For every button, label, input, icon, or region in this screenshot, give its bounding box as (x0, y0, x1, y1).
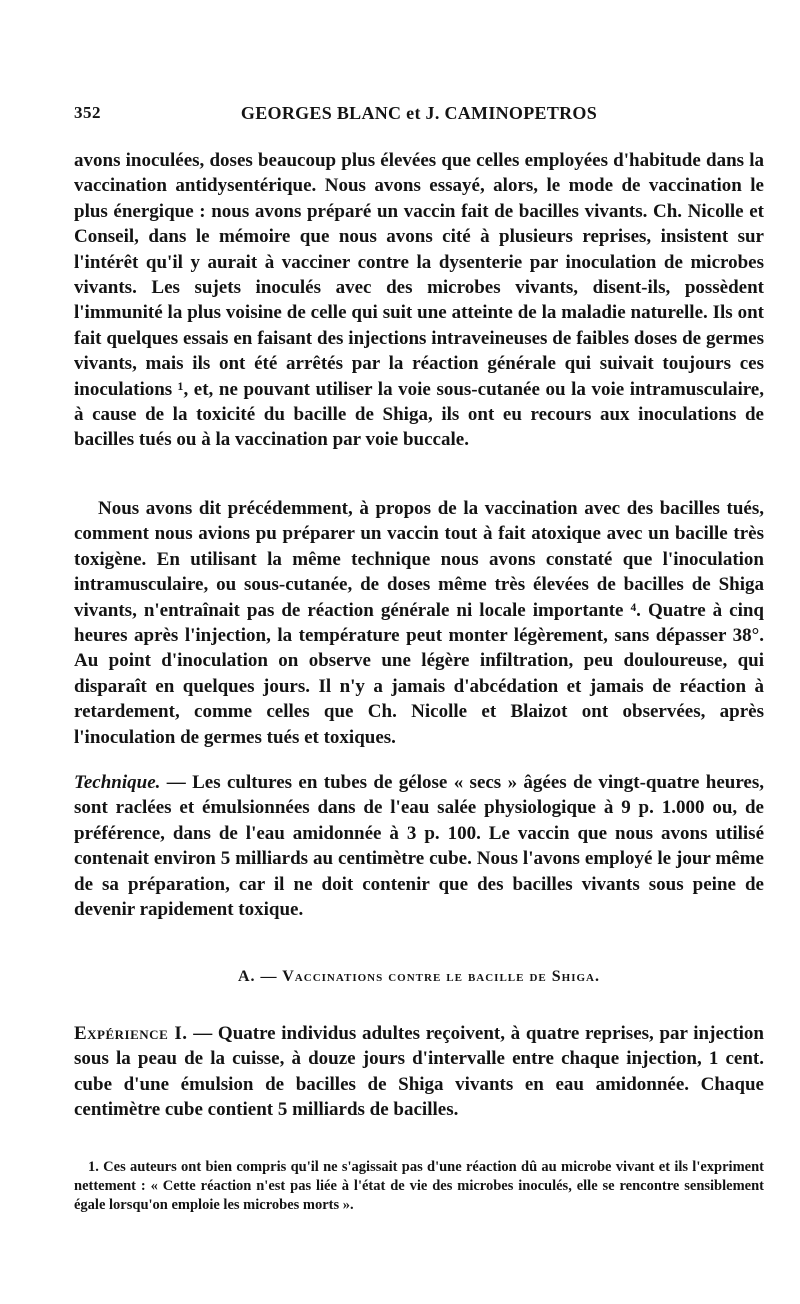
experience-body: — Quatre individus adultes reçoivent, à quatre reprises, par injection sous la peau de la cuisse, à douze jours d'intervalle entre chaque injection, 1 cent. cube d'une émulsion de bacilles de Shiga vivants en eau amidonnée. Chaque centimètre cube contient 5 milliards de bacilles. (74, 1023, 764, 1121)
paragraph-2 (74, 496, 764, 750)
page-number: 352 (74, 103, 101, 122)
experience-label: Expérience I. (74, 1023, 188, 1044)
technique-body: — Les cultures en tubes de gélose « secs » âgées de vingt-quatre heures, sont raclées et émulsionnées dans de l'eau salée physiologique à 9 p. 1.000 ou, de préférence, dans de l'eau amidonnée à 3 p. 100. Le vaccin que nous avons utilisé contenait environ 5 milliards au centimètre cube. Nous l'avons employé le jour même de sa préparation, car il ne doit contenir que des bacilles vivants sous peine de devenir rapidement toxique. (74, 772, 764, 921)
paragraph-technique-text (74, 770, 764, 922)
paragraph-experience-1-text (74, 1021, 764, 1123)
section-title: A. — Vaccinations contre le bacille de Shiga. (237, 968, 600, 985)
technique-heading: Technique. (74, 772, 161, 793)
running-head: GEORGES BLANC et J. CAMINOPETROS (240, 103, 598, 123)
page-header (74, 103, 764, 131)
paragraph-experience-1 (74, 1021, 764, 1123)
paragraph-1-text: avons inoculées, doses beaucoup plus élevées que celles employées d'habitude dans la vaccination antidysentérique. Nous avons essayé, alors, le mode de vaccination le plus énergique : nous avons préparé un vaccin fait de bacilles vivants. Ch. Nicolle et Conseil, dans le mémoire que nous avons cité à plusieurs reprises, insistent sur l'intérêt qu'il y aurait à vacciner contre la dysenterie par inoculation de microbes vivants. Les sujets inoculés avec des microbes vivants, disent-ils, possèdent l'immunité la plus voisine de celle qui suit une atteinte de la maladie naturelle. Ils ont fait quelques essais en faisant des injections intraveineuses de faibles doses de germes vivants, mais ils ont été arrêtés par la réaction générale qui suivait toujours ces inoculations ¹, et, ne pouvant utiliser la voie sous-cutanée ou la voie intramusculaire, à cause de la toxicité du bacille de Shiga, ils ont eu recours aux inoculations de bacilles tués ou à la vaccination par voie buccale. (74, 150, 764, 451)
paragraph-2-text: Nous avons dit précédemment, à propos de la vaccination avec des bacilles tués, comment nous avions pu préparer un vaccin tout à fait atoxique avec un bacille très toxigène. En utilisant la même technique nous avons constaté que l'inoculation intramusculaire, ou sous-cutanée, de doses même très élevées de bacilles de Shiga vivants, n'entraînait pas de réaction générale ni locale importante ⁴. Quatre à cinq heures après l'injection, la température peut monter légèrement, sans dépasser 38°. Au point d'inoculation on observe une légère infiltration, peu douloureuse, qui disparaît en quelques jours. Il n'y a jamais d'abcédation et jamais de réaction à retardement, comme celles que Ch. Nicolle et Blaizot ont observées, après l'inoculation de germes tués et toxiques. (74, 498, 764, 748)
footnote: 1. Ces auteurs ont bien compris qu'il ne s'agissait pas d'une réaction dû au microbe vivant et ils l'expriment nettement : « Cette réaction n'est pas liée à l'état de vie des microbes inoculés, elle se rencontre sensiblement égale lorsqu'on emploie les microbes morts ». (74, 1159, 764, 1213)
paragraph-technique (74, 770, 764, 922)
paragraph-1 (74, 148, 764, 453)
